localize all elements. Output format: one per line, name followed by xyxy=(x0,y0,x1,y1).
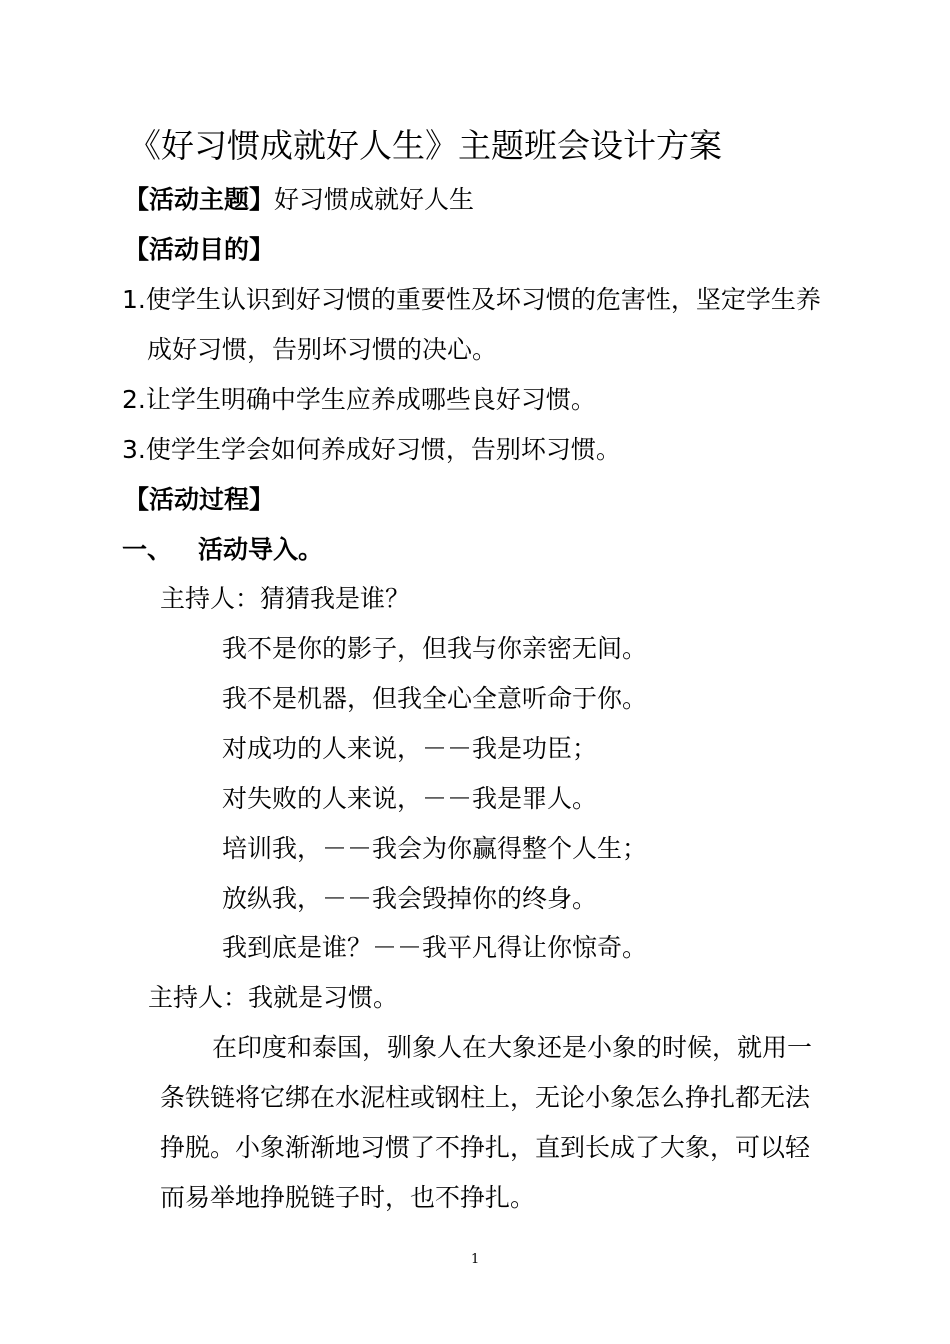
purpose-item-3: 3.使学生学会如何养成好习惯，告别坏习惯。 xyxy=(122,435,621,464)
section-number: 一、 xyxy=(122,535,173,564)
theme-label: 【活动主题】 xyxy=(124,185,275,214)
host-question: 主持人：猜猜我是谁？ xyxy=(160,584,411,613)
riddle-line: 对成功的人来说，－－我是功臣； xyxy=(222,734,598,763)
story-line: 而易举地挣脱链子时，也不挣扎。 xyxy=(160,1183,536,1212)
riddle-line: 放纵我，－－我会毁掉你的终身。 xyxy=(222,884,598,913)
purpose-item-1-cont: 成好习惯，告别坏习惯的决心。 xyxy=(147,335,498,364)
host-answer: 主持人：我就是习惯。 xyxy=(148,983,399,1012)
theme-value: 好习惯成就好人生 xyxy=(274,185,475,214)
section-heading xyxy=(122,533,323,567)
story-line: 条铁链将它绑在水泥柱或钢柱上，无论小象怎么挣扎都无法 xyxy=(160,1083,811,1112)
page-number: 1 xyxy=(471,1252,480,1267)
purpose-item-2: 2.让学生明确中学生应养成哪些良好习惯。 xyxy=(122,385,596,414)
story-line: 在印度和泰国，驯象人在大象还是小象的时候，就用一 xyxy=(212,1033,813,1062)
page-title: 《好习惯成就好人生》主题班会设计方案 xyxy=(128,126,722,165)
purpose-heading: 【活动目的】 xyxy=(124,235,275,264)
riddle-line: 我到底是谁？－－我平凡得让你惊奇。 xyxy=(222,933,648,962)
riddle-line: 对失败的人来说，－－我是罪人。 xyxy=(222,784,598,813)
riddle-line: 我不是机器，但我全心全意听命于你。 xyxy=(222,684,648,713)
section-title: 活动导入。 xyxy=(198,535,324,564)
riddle-line: 培训我，－－我会为你赢得整个人生； xyxy=(222,834,648,863)
process-heading: 【活动过程】 xyxy=(124,485,275,514)
theme-line xyxy=(124,183,474,217)
story-line: 挣脱。小象渐渐地习惯了不挣扎，直到长成了大象，可以轻 xyxy=(160,1133,811,1162)
riddle-line: 我不是你的影子，但我与你亲密无间。 xyxy=(222,634,648,663)
purpose-item-1: 1.使学生认识到好习惯的重要性及坏习惯的危害性，坚定学生养 xyxy=(122,285,821,314)
